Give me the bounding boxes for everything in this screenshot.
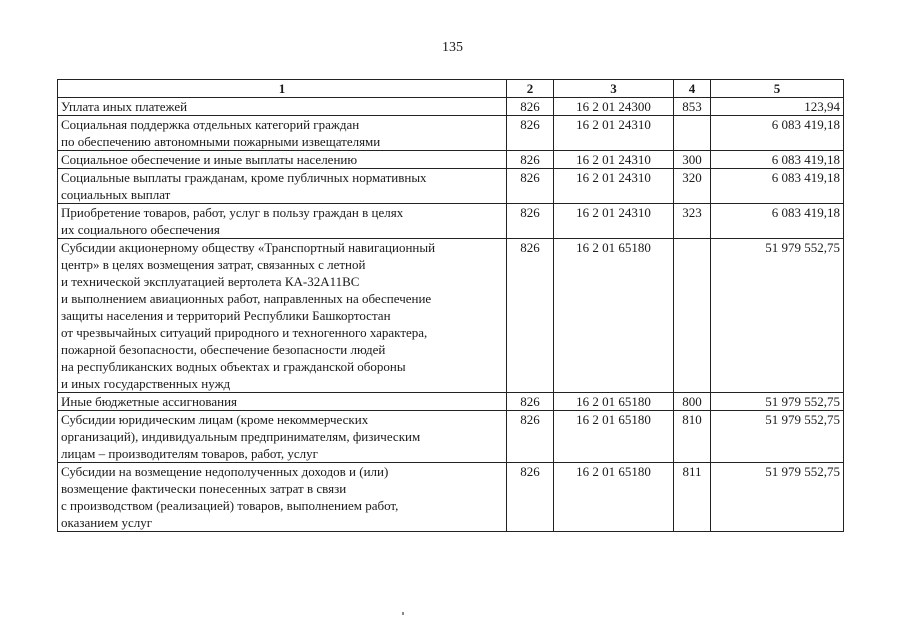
column-header: 5 xyxy=(711,80,844,98)
amount-cell: 51 979 552,75 xyxy=(711,393,844,411)
page-number: 135 xyxy=(442,40,463,55)
item-name-cell: Субсидии акционерному обществу «Транспортный навигационный центр» в целях возмещения затрат, связанных с летной и технической эксплуатацией вертолета КА-32А11ВС и выполнением авиационных работ, направленных на обеспечение защиты населения и территорий Республики Башкортостан от чрезвычайных ситуаций природного и техногенного характера, пожарной безопасности, обеспечение безопасности людей на республиканских водных объектах и гражданской обороны и иных государственных нужд xyxy=(58,239,507,393)
scan-speck xyxy=(402,612,404,615)
target-article-cell: 16 2 01 24300 xyxy=(554,98,674,116)
table-row xyxy=(58,393,844,411)
table-row xyxy=(58,463,844,532)
target-article-cell: 16 2 01 65180 xyxy=(554,463,674,532)
table-row xyxy=(58,411,844,463)
expense-type-cell: 320 xyxy=(674,169,711,204)
table-row xyxy=(58,151,844,169)
expense-type-cell: 300 xyxy=(674,151,711,169)
table-header xyxy=(58,80,844,98)
item-name-cell: Субсидии на возмещение недополученных доходов и (или) возмещение фактически понесенных затрат в связи с производством (реализацией) товаров, выполнением работ, оказанием услуг xyxy=(58,463,507,532)
column-header: 2 xyxy=(507,80,554,98)
table-row xyxy=(58,239,844,393)
ministry-code-cell: 826 xyxy=(507,239,554,393)
target-article-cell: 16 2 01 24310 xyxy=(554,116,674,151)
expense-type-cell: 800 xyxy=(674,393,711,411)
expense-type-cell: 853 xyxy=(674,98,711,116)
amount-cell: 123,94 xyxy=(711,98,844,116)
item-name-cell: Социальные выплаты гражданам, кроме публичных нормативных социальных выплат xyxy=(58,169,507,204)
target-article-cell: 16 2 01 24310 xyxy=(554,169,674,204)
column-header: 3 xyxy=(554,80,674,98)
header-row xyxy=(58,80,844,98)
item-name-cell: Уплата иных платежей xyxy=(58,98,507,116)
ministry-code-cell: 826 xyxy=(507,463,554,532)
target-article-cell: 16 2 01 65180 xyxy=(554,239,674,393)
target-article-cell: 16 2 01 65180 xyxy=(554,393,674,411)
target-article-cell: 16 2 01 24310 xyxy=(554,204,674,239)
ministry-code-cell: 826 xyxy=(507,169,554,204)
amount-cell: 51 979 552,75 xyxy=(711,463,844,532)
item-name-cell: Социальное обеспечение и иные выплаты населению xyxy=(58,151,507,169)
target-article-cell: 16 2 01 24310 xyxy=(554,151,674,169)
item-name-cell: Субсидии юридическим лицам (кроме некоммерческих организаций), индивидуальным предпринимателям, физическим лицам – производителям товаров, работ, услуг xyxy=(58,411,507,463)
ministry-code-cell: 826 xyxy=(507,116,554,151)
table-row xyxy=(58,116,844,151)
column-header: 1 xyxy=(58,80,507,98)
expense-type-cell: 810 xyxy=(674,411,711,463)
amount-cell: 6 083 419,18 xyxy=(711,151,844,169)
ministry-code-cell: 826 xyxy=(507,98,554,116)
table-row xyxy=(58,98,844,116)
expense-type-cell: 323 xyxy=(674,204,711,239)
ministry-code-cell: 826 xyxy=(507,151,554,169)
table-row xyxy=(58,204,844,239)
target-article-cell: 16 2 01 65180 xyxy=(554,411,674,463)
amount-cell: 51 979 552,75 xyxy=(711,411,844,463)
item-name-cell: Социальная поддержка отдельных категорий граждан по обеспечению автономными пожарными извещателями xyxy=(58,116,507,151)
amount-cell: 6 083 419,18 xyxy=(711,204,844,239)
expense-type-cell: 811 xyxy=(674,463,711,532)
ministry-code-cell: 826 xyxy=(507,393,554,411)
item-name-cell: Иные бюджетные ассигнования xyxy=(58,393,507,411)
amount-cell: 51 979 552,75 xyxy=(711,239,844,393)
column-header: 4 xyxy=(674,80,711,98)
expense-type-cell xyxy=(674,239,711,393)
amount-cell: 6 083 419,18 xyxy=(711,116,844,151)
expense-type-cell xyxy=(674,116,711,151)
amount-cell: 6 083 419,18 xyxy=(711,169,844,204)
table-body xyxy=(58,98,844,532)
item-name-cell: Приобретение товаров, работ, услуг в пользу граждан в целях их социального обеспечения xyxy=(58,204,507,239)
ministry-code-cell: 826 xyxy=(507,411,554,463)
ministry-code-cell: 826 xyxy=(507,204,554,239)
table-row xyxy=(58,169,844,204)
budget-table xyxy=(57,79,844,532)
